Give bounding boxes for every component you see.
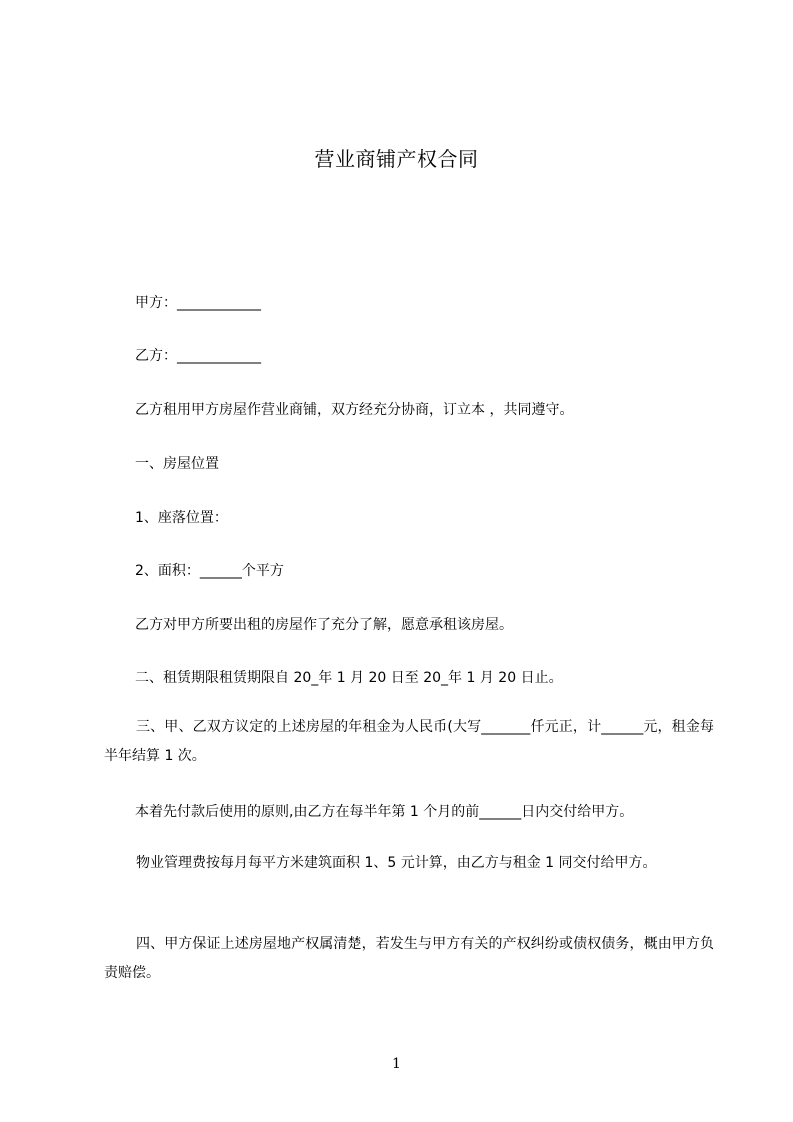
section-3-rent: 三、甲、乙双方议定的上述房屋的年租金为人民币(大写_______仟元正，计______元，租金每半年结算 1 次。	[104, 719, 714, 764]
prepayment-paragraph: 本着先付款后使用的原则,由乙方在每半年第 1 个月的前______日内交付给甲方。	[135, 804, 634, 820]
intro-paragraph: 乙方租用甲方房屋作营业商铺，双方经充分协商，订立本 ，共同遵守。	[135, 402, 574, 418]
location-item: 1、座落位置：	[135, 510, 228, 526]
party-b-line: 乙方：____________	[135, 348, 261, 364]
section-1-heading: 一、房屋位置	[135, 456, 219, 472]
management-fee-paragraph: 物业管理费按每月每平方米建筑面积 1、5 元计算，由乙方与租金 1 同交付给甲方。	[136, 855, 657, 871]
understanding-paragraph: 乙方对甲方所要出租的房屋作了充分了解，愿意承租该房屋。	[135, 617, 513, 633]
section-4-guarantee: 四、甲方保证上述房屋地产权属清楚，若发生与甲方有关的产权纠纷或债权债务，概由甲方负责赔偿。	[104, 936, 714, 981]
party-a-line: 甲方：____________	[135, 295, 261, 311]
area-item: 2、面积：______个平方	[135, 563, 284, 579]
document-title: 营业商铺产权合同	[314, 147, 479, 171]
page-number: 1	[392, 1056, 401, 1072]
section-2-lease-term: 二、租赁期限租赁期限自 20_年 1 月 20 日至 20_年 1 月 20 日止。	[135, 670, 563, 686]
